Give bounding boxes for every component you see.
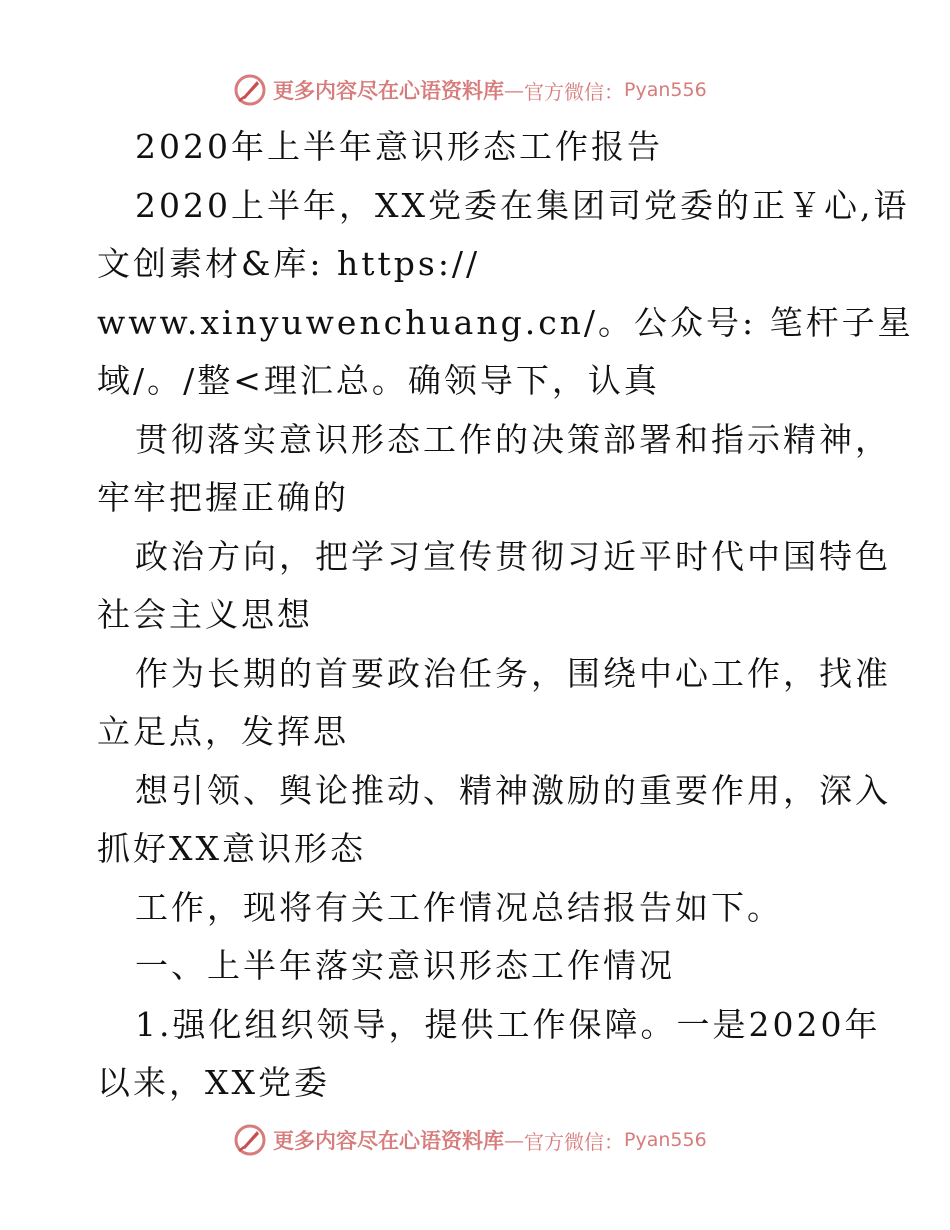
paragraph-line: 文创素材&库: https:// (97, 244, 481, 283)
watermark-dash: — (504, 78, 524, 102)
watermark-wechat-id: Pyan556 (624, 1129, 707, 1151)
paragraph-line: 贯彻落实意识形态工作的决策部署和指示精神， (135, 419, 891, 459)
paragraph-line: 政治方向，把学习宣传贯彻习近平时代中国特色 (135, 536, 891, 576)
paragraph-line: 立足点，发挥思 (97, 712, 349, 751)
paragraph-line: 作为长期的首要政治任务，围绕中心工作，找准 (135, 653, 891, 693)
document-title: 2020年上半年意识形态工作报告 (135, 127, 663, 166)
paragraph-line: 2020上半年，XX党委在集团司党委的正￥心,语 (135, 185, 910, 225)
paragraph-line: 1.强化组织领导，提供工作保障。一是2020年 (135, 1004, 881, 1044)
watermark-text: 更多内容尽在心语资料库 (273, 1128, 504, 1153)
paragraph-line: 抓好XX意识形态 (97, 829, 366, 868)
footer-watermark (233, 1122, 753, 1158)
watermark-dash: — (504, 1128, 524, 1152)
section-heading: 一、上半年落实意识形态工作情况 (135, 946, 675, 985)
paragraph-line: 域/。/整<理汇总。确领导下，认真 (97, 361, 660, 400)
paragraph-line: 牢牢把握正确的 (97, 478, 349, 517)
watermark-text: 更多内容尽在心语资料库 (273, 78, 504, 103)
header-watermark (233, 72, 753, 108)
paragraph-line: 社会主义思想 (97, 595, 313, 634)
watermark-wechat-label: 官方微信： (524, 79, 624, 104)
quill-logo-icon (233, 73, 267, 107)
watermark-wechat-label: 官方微信： (524, 1129, 624, 1154)
document-body (97, 118, 914, 1113)
quill-logo-icon (233, 1123, 267, 1157)
paragraph-line: www.xinyuwenchuang.cn/。公众号: 笔杆子星 (97, 302, 914, 342)
paragraph-line: 以来，XX党委 (97, 1063, 330, 1102)
watermark-wechat-id: Pyan556 (624, 79, 707, 101)
paragraph-line: 工作，现将有关工作情况总结报告如下。 (135, 887, 783, 927)
paragraph-line: 想引领、舆论推动、精神激励的重要作用，深入 (135, 770, 891, 810)
